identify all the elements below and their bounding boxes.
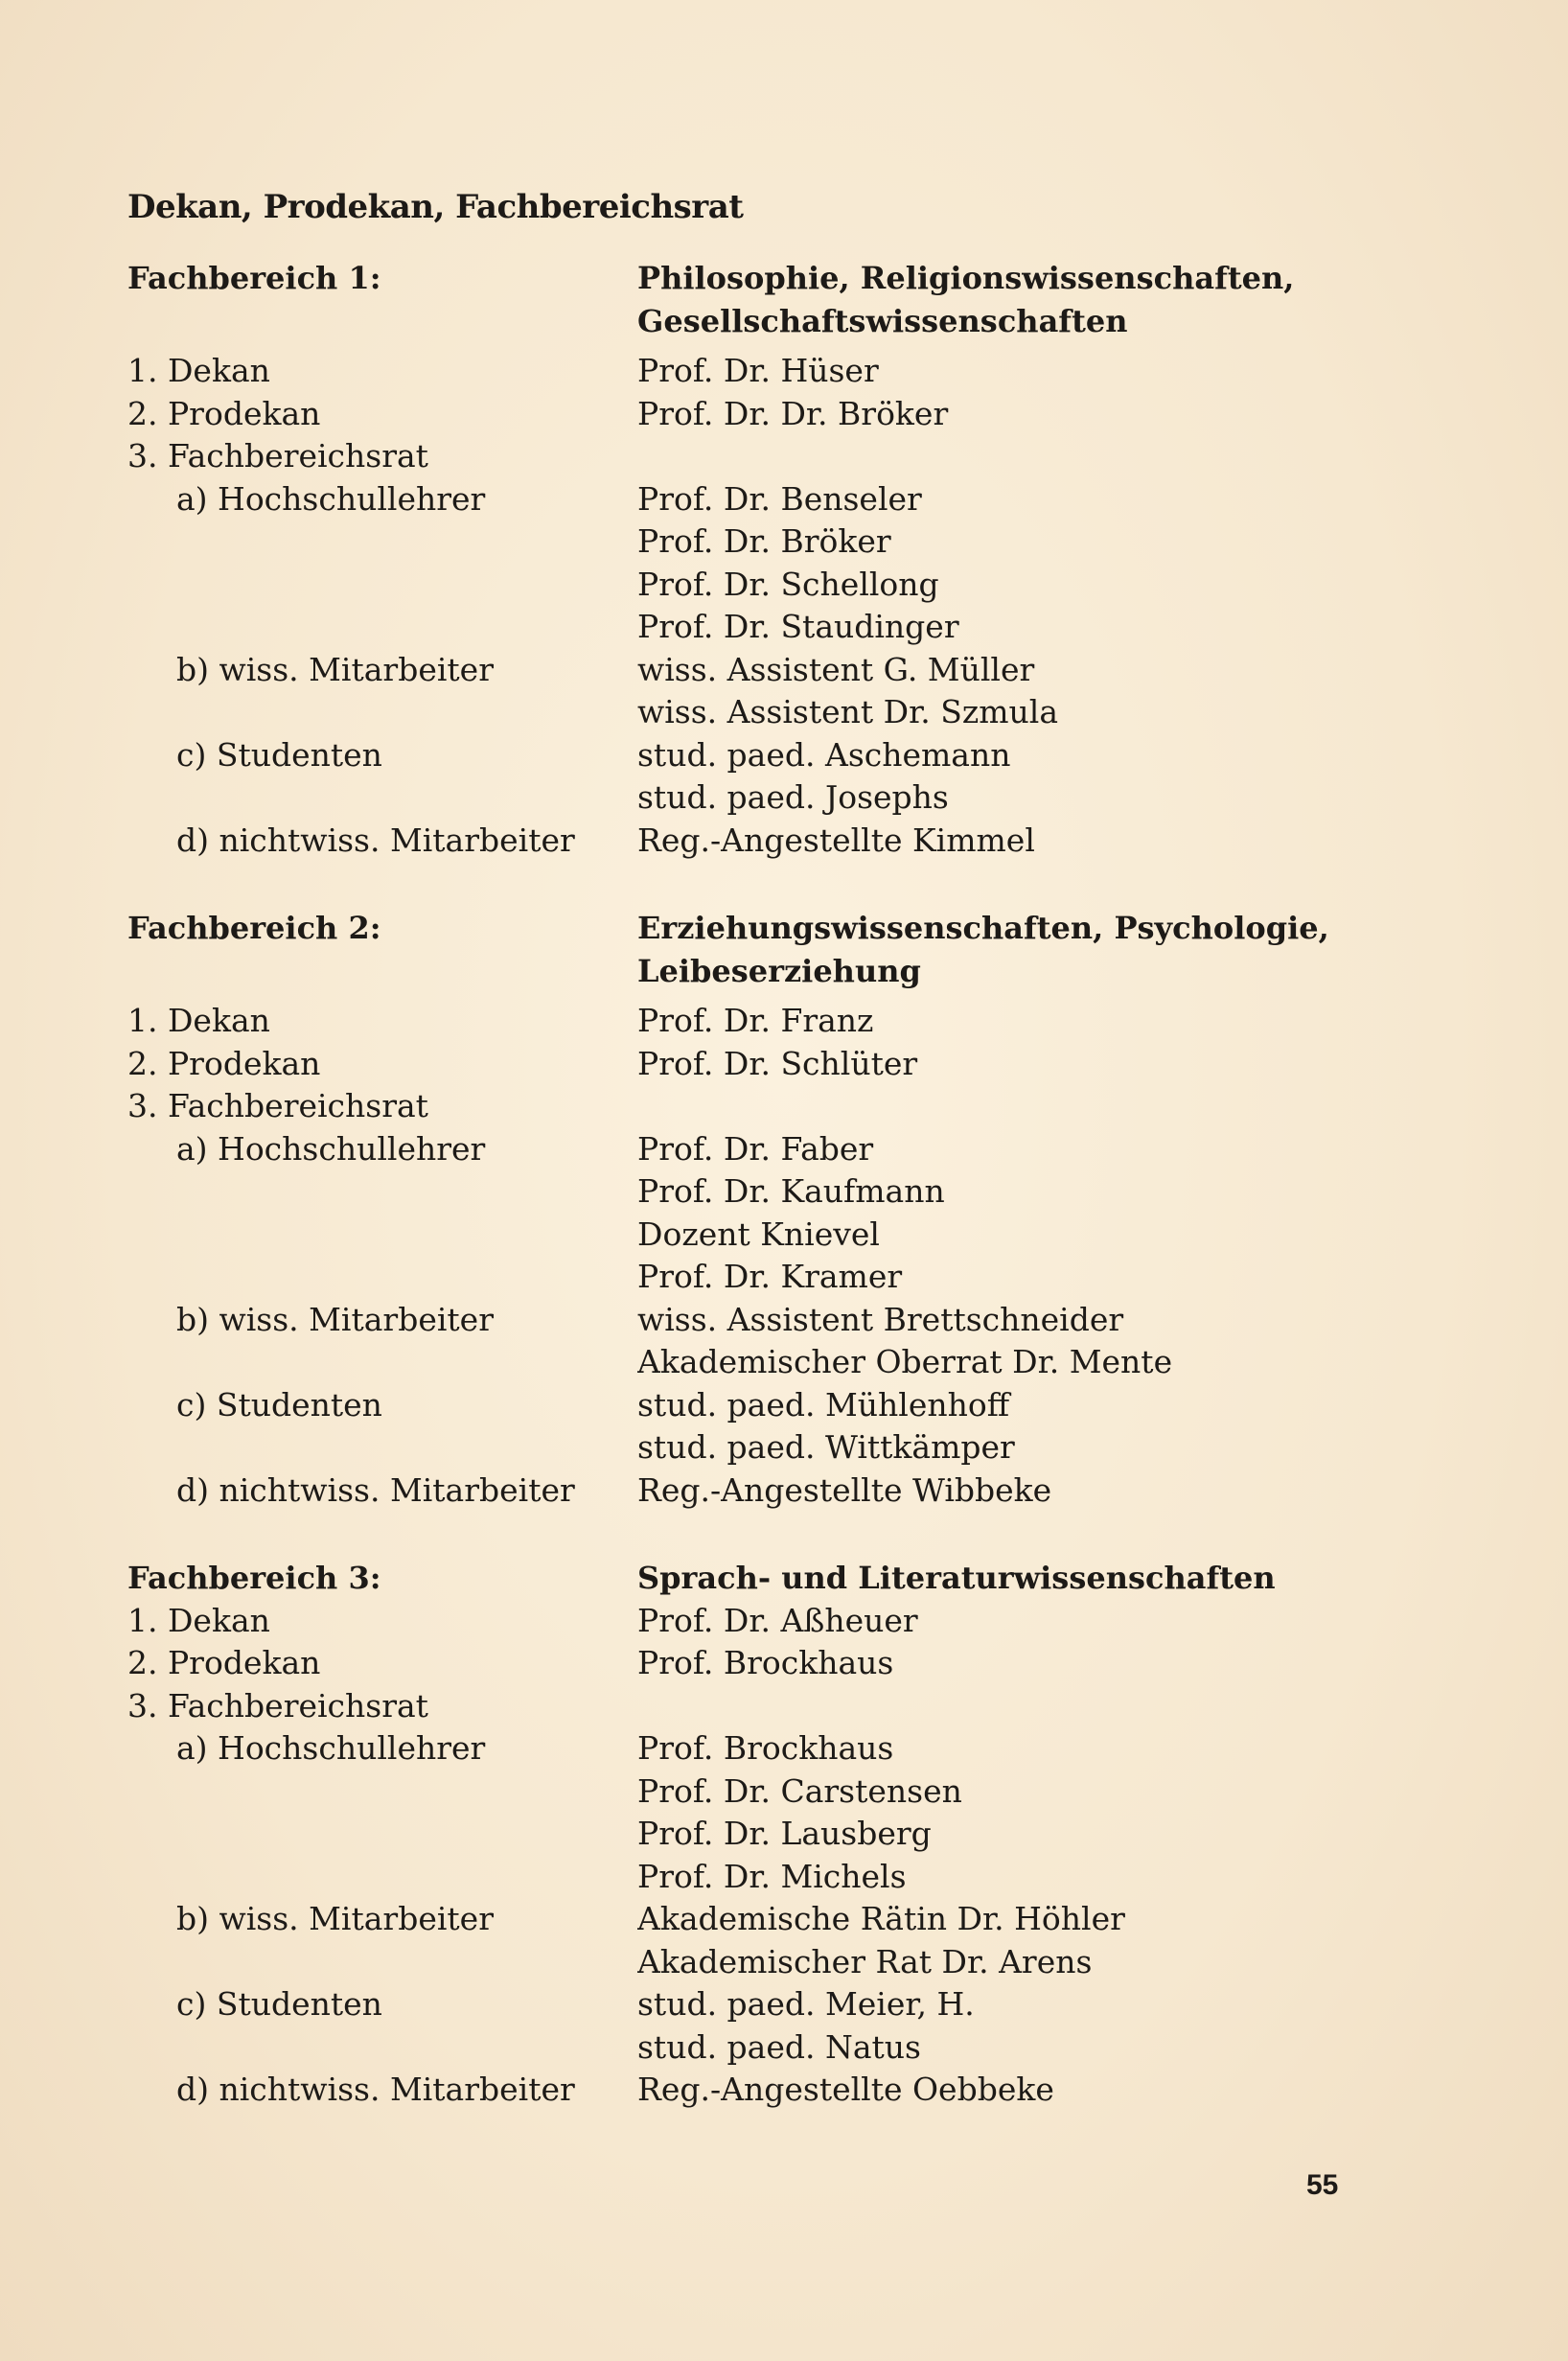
section-label: Fachbereich 1:: [127, 260, 381, 296]
role-label: d) nichtwiss. Mitarbeiter: [176, 821, 575, 859]
person-name: Prof. Dr. Kramer: [637, 1258, 903, 1295]
role-label: [127, 564, 637, 607]
role-label: [127, 1771, 637, 1814]
section-subject: Leibeserziehung: [637, 952, 921, 989]
role-row: [127, 1214, 1373, 1257]
spacer: [127, 342, 1373, 350]
person-name: Akademischer Rat Dr. Arens: [637, 1942, 1093, 1980]
role-row: [127, 691, 1373, 734]
role-label: [127, 1341, 637, 1384]
section-subject: Erziehungswissenschaften, Psychologie,: [637, 910, 1329, 946]
person-name: stud. paed. Josephs: [637, 778, 949, 816]
role-label: d) nichtwiss. Mitarbeiter: [176, 2071, 575, 2108]
role-row: [127, 1470, 1373, 1513]
role-label: b) wiss. Mitarbeiter: [176, 1900, 494, 1937]
role-row: [127, 478, 1373, 521]
section-label: Fachbereich 3:: [127, 1560, 381, 1596]
role-label: 3. Fachbereichsrat: [127, 1686, 428, 1724]
role-label: a) Hochschullehrer: [176, 1729, 486, 1767]
page-number: 55: [1306, 2169, 1339, 2201]
section-header-row: [127, 907, 1373, 950]
person-name: Prof. Dr. Hüser: [637, 352, 879, 389]
person-name: wiss. Assistent G. Müller: [637, 650, 1035, 688]
person-name: Prof. Dr. Carstensen: [637, 1771, 962, 1810]
person-name: Prof. Dr. Staudinger: [637, 608, 959, 645]
person-name: Prof. Dr. Franz: [637, 1002, 874, 1039]
role-row: [127, 521, 1373, 564]
person-name: [637, 1685, 1373, 1728]
spacer: [127, 992, 1373, 1000]
role-row: [127, 1685, 1373, 1728]
role-row: [127, 1813, 1373, 1856]
faculty-section: [127, 907, 1373, 1512]
page-title: Dekan, Prodekan, Fachbereichsrat: [127, 188, 744, 226]
section-header-row: [127, 950, 1373, 993]
person-name: Prof. Dr. Faber: [637, 1129, 874, 1168]
role-row: [127, 1727, 1373, 1771]
role-label: c) Studenten: [176, 1385, 382, 1424]
role-row: [127, 2069, 1373, 2112]
role-label: [127, 1256, 637, 1299]
section-subject: Gesellschaftswissenschaften: [637, 302, 1128, 339]
person-name: stud. paed. Meier, H.: [637, 1985, 975, 2023]
role-label: [127, 1170, 637, 1214]
role-row: [127, 1128, 1373, 1171]
role-row: [127, 1170, 1373, 1214]
section-header-row: [127, 300, 1373, 343]
role-row: [127, 435, 1373, 478]
role-row: [127, 820, 1373, 863]
role-label: [127, 1813, 637, 1856]
role-label: d) nichtwiss. Mitarbeiter: [176, 1470, 575, 1509]
role-label: [127, 1856, 637, 1899]
person-name: Prof. Dr. Benseler: [637, 479, 922, 518]
section-header-row: [127, 257, 1373, 300]
person-name: Akademische Rätin Dr. Höhler: [637, 1900, 1125, 1937]
role-row: [127, 1043, 1373, 1086]
role-row: [127, 1771, 1373, 1814]
role-label: c) Studenten: [176, 735, 382, 774]
person-name: Prof. Dr. Aßheuer: [637, 1601, 918, 1639]
empty-cell: [127, 300, 637, 343]
role-label: [127, 691, 637, 734]
role-row: [127, 1341, 1373, 1384]
person-name: stud. paed. Wittkämper: [637, 1428, 1015, 1466]
section-subject: Sprach- und Literaturwissenschaften: [637, 1560, 1276, 1596]
person-name: Akademischer Oberrat Dr. Mente: [637, 1343, 1173, 1380]
person-name: wiss. Assistent Brettschneider: [637, 1300, 1124, 1338]
person-name: stud. paed. Mühlenhoff: [637, 1385, 1010, 1424]
role-label: b) wiss. Mitarbeiter: [176, 1300, 494, 1338]
role-label: 3. Fachbereichsrat: [127, 437, 428, 475]
role-label: b) wiss. Mitarbeiter: [176, 650, 494, 688]
person-name: [637, 1085, 1373, 1128]
role-row: [127, 1856, 1373, 1899]
role-row: [127, 1941, 1373, 1984]
person-name: Prof. Dr. Bröker: [637, 522, 891, 560]
role-label: [127, 1214, 637, 1257]
role-label: [127, 1941, 637, 1984]
role-label: [127, 2026, 637, 2070]
faculty-section: [127, 257, 1373, 862]
person-name: Dozent Knievel: [637, 1215, 880, 1253]
section-header-row: [127, 1557, 1373, 1600]
role-row: [127, 350, 1373, 393]
role-row: [127, 606, 1373, 649]
person-name: Prof. Dr. Michels: [637, 1857, 907, 1895]
role-row: [127, 1256, 1373, 1299]
role-row: [127, 1384, 1373, 1427]
role-label: a) Hochschullehrer: [176, 1129, 486, 1168]
role-label: 1. Dekan: [127, 1002, 270, 1039]
faculty-section: [127, 1557, 1373, 2112]
person-name: stud. paed. Natus: [637, 2027, 921, 2066]
person-name: Prof. Dr. Lausberg: [637, 1815, 932, 1852]
role-row: [127, 1983, 1373, 2026]
role-row: [127, 1898, 1373, 1941]
person-name: Prof. Dr. Schlüter: [637, 1044, 918, 1082]
person-name: Prof. Dr. Dr. Bröker: [637, 394, 949, 432]
role-row: [127, 393, 1373, 436]
person-name: [637, 435, 1373, 478]
person-name: Prof. Brockhaus: [637, 1644, 894, 1681]
role-label: c) Studenten: [176, 1985, 382, 2023]
role-row: [127, 1600, 1373, 1643]
person-name: Reg.-Angestellte Kimmel: [637, 821, 1035, 859]
role-row: [127, 1000, 1373, 1043]
role-row: [127, 776, 1373, 820]
role-label: [127, 1426, 637, 1470]
role-label: 1. Dekan: [127, 1601, 270, 1639]
role-label: 2. Prodekan: [127, 1044, 321, 1082]
role-row: [127, 734, 1373, 777]
role-label: [127, 606, 637, 649]
person-name: wiss. Assistent Dr. Szmula: [637, 693, 1058, 730]
section-subject: Philosophie, Religionswissenschaften,: [637, 260, 1295, 296]
role-label: 2. Prodekan: [127, 1644, 321, 1681]
empty-cell: [127, 950, 637, 993]
person-name: Prof. Dr. Schellong: [637, 565, 939, 603]
role-row: [127, 564, 1373, 607]
role-label: 2. Prodekan: [127, 394, 321, 432]
role-label: [127, 776, 637, 820]
person-name: Prof. Dr. Kaufmann: [637, 1172, 945, 1210]
role-row: [127, 1299, 1373, 1342]
sections-container: [127, 257, 1373, 2157]
role-label: 1. Dekan: [127, 352, 270, 389]
section-label: Fachbereich 2:: [127, 910, 381, 946]
role-row: [127, 2026, 1373, 2070]
role-row: [127, 649, 1373, 692]
person-name: Reg.-Angestellte Wibbeke: [637, 1470, 1052, 1509]
role-row: [127, 1642, 1373, 1685]
role-label: [127, 521, 637, 564]
role-row: [127, 1085, 1373, 1128]
role-label: 3. Fachbereichsrat: [127, 1087, 428, 1124]
role-row: [127, 1426, 1373, 1470]
person-name: Prof. Brockhaus: [637, 1729, 894, 1767]
role-label: a) Hochschullehrer: [176, 479, 486, 518]
person-name: stud. paed. Aschemann: [637, 735, 1011, 774]
person-name: Reg.-Angestellte Oebbeke: [637, 2071, 1054, 2108]
